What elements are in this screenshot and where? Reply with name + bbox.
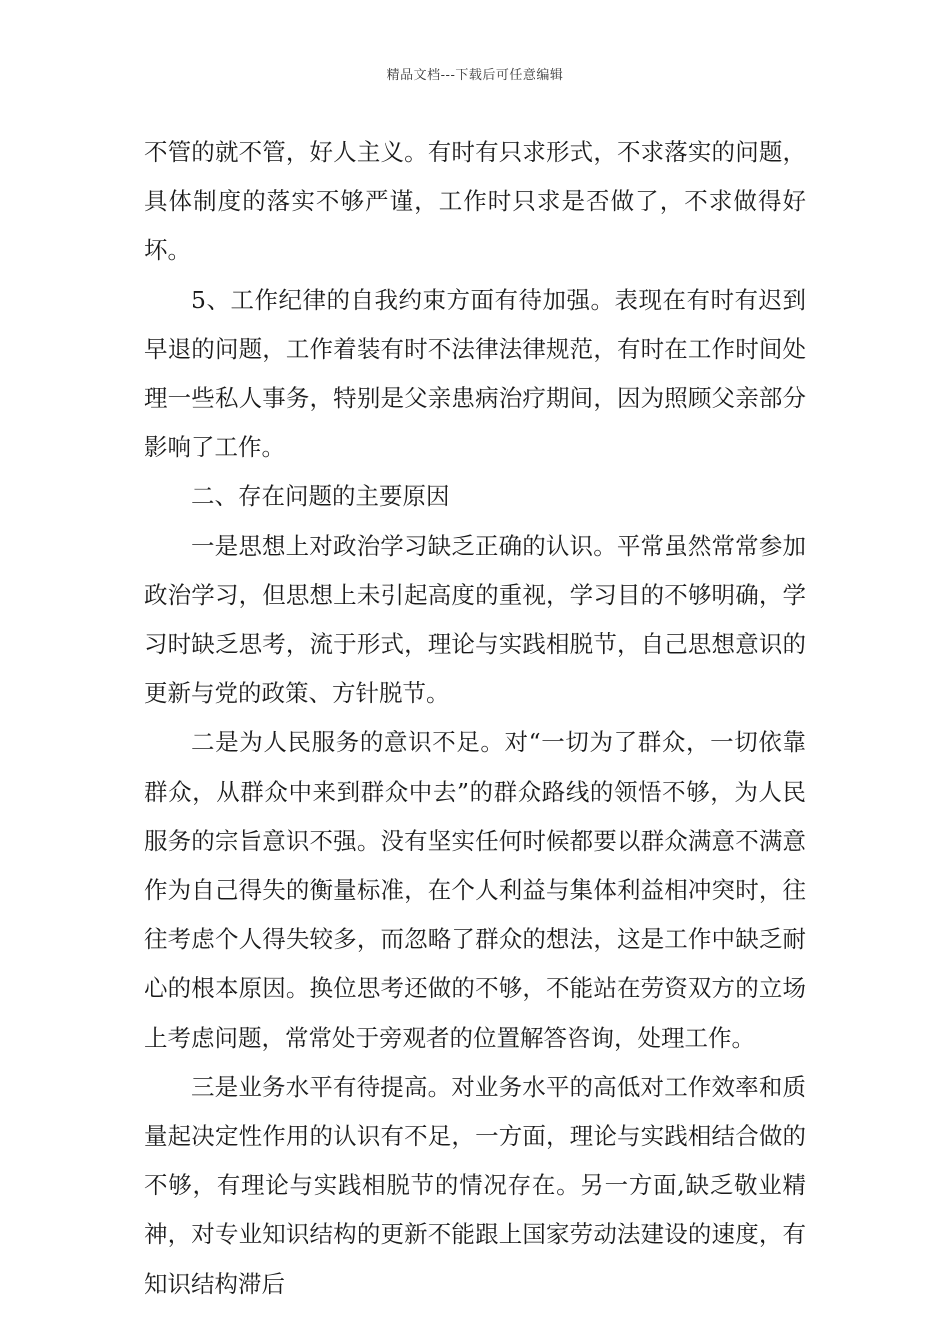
page-header: 精品文档---下载后可任意编辑 [386, 68, 564, 83]
paragraph-cause-three: 三是业务水平有待提高。对业务水平的高低对工作效率和质量起决定性作用的认识有不足，一方面，理论与实践相结合做的不够，有理论与实践相脱节的情况存在。另一方面,缺乏敬业精神，对专业知识结构的更新不能跟上国家劳动法建设的速度，有知识结构滞后 [144, 1072, 806, 1298]
paragraph-cause-one: 一是思想上对政治学习缺乏正确的认识。平常虽然常常参加政治学习，但思想上未引起高度的重视，学习目的不够明确，学习时缺乏思考，流于形式，理论与实践相脱节，自己思想意识的更新与党的政策、方针脱节。 [144, 531, 806, 708]
paragraph-continuation: 不管的就不管，好人主义。有时有只求形式，不求落实的问题，具体制度的落实不够严谨，工作时只求是否做了，不求做得好坏。 [144, 138, 806, 265]
paragraph-cause-two: 二是为人民服务的意识不足。对“一切为了群众，一切依靠群众，从群众中来到群众中去”的群众路线的领悟不够，为人民服务的宗旨意识不强。没有坚实任何时候都要以群众满意不满意作为自己得失的衡量标准，在个人利益与集体利益相冲突时，往往考虑个人得失较多，而忽略了群众的想法，这是工作中缺乏耐心的根本原因。换位思考还做的不够，不能站在劳资双方的立场上考虑问题，常常处于旁观者的位置解答咨询，处理工作。 [144, 728, 806, 1052]
paragraph-work-discipline: 5、工作纪律的自我约束方面有待加强。表现在有时有迟到早退的问题，工作着装有时不法律法律规范，有时在工作时间处理一些私人事务，特别是父亲患病治疗期间，因为照顾父亲部分影响了工作。 [144, 285, 806, 462]
document-body [144, 128, 806, 1309]
section-heading-main-causes: 二、存在问题的主要原因 [191, 482, 450, 511]
